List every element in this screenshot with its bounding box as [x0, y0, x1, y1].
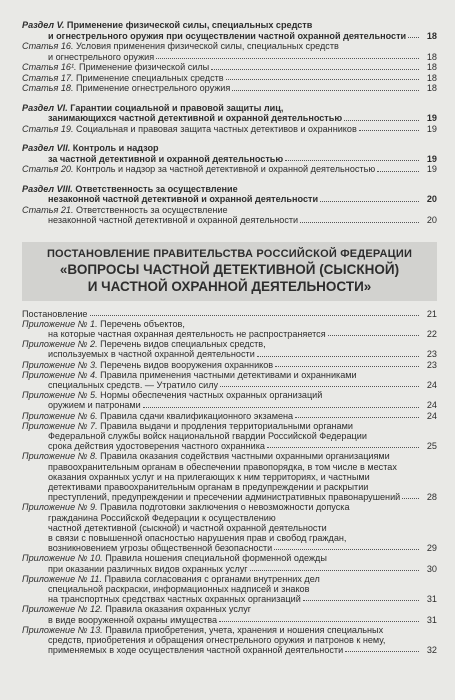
page-number: 24	[426, 379, 437, 390]
appendix-entry	[22, 309, 437, 319]
dot-leader	[143, 407, 419, 408]
article-title: Социальная и правовая защита частных детективов и охранников	[76, 123, 357, 134]
article-label: Статья 18.	[22, 83, 74, 93]
dot-leader	[328, 335, 419, 336]
dot-leader	[257, 356, 419, 357]
appendix-title: Правила оказания содействия частными охранными организациями	[100, 451, 390, 462]
appendix-title: детективами правоохранительным органам в предупреждении и раскрытии	[48, 481, 369, 492]
section-label: Раздел VII.	[22, 143, 71, 153]
section-title: Гарантии социальной и правовой защиты лиц,	[70, 102, 284, 113]
toc-section-6	[22, 103, 437, 124]
appendix-title: Федеральной службы войск национальной гвардии Российской Федерации	[48, 430, 367, 441]
toc-article-20	[22, 164, 437, 175]
section-title: Контроль и надзор	[72, 143, 159, 153]
article-label: Статья 16.	[22, 41, 74, 51]
toc-article-16	[22, 41, 437, 62]
appendix-title: на транспортных средствах частных охранных организаций	[48, 594, 301, 605]
banner-line-2: «ВОПРОСЫ ЧАСТНОЙ ДЕТЕКТИВНОЙ (СЫСКНОЙ)	[59, 261, 400, 277]
article-title-cont: и огнестрельного оружия	[48, 51, 155, 62]
appendix-label: Приложение № 9.	[22, 502, 98, 513]
appendix-label: Приложение № 12.	[22, 604, 103, 615]
appendix-title: срока действия удостоверения частного охранника	[48, 441, 265, 452]
appendix-title: Правила ношения специальной форменной одежды	[105, 553, 327, 564]
section-title-cont: незаконной частной детективной и охранной деятельности	[48, 194, 319, 204]
toc-section-8	[22, 184, 437, 205]
section-title: Ответственность за осуществление	[75, 183, 238, 194]
article-title-cont: незаконной частной детективной и охранной деятельности	[48, 215, 299, 225]
page-number: 19	[426, 164, 437, 174]
article-title: Ответственность за осуществление	[76, 204, 228, 215]
appendix-label: Приложение № 10.	[22, 553, 103, 564]
section-label: Раздел VIII.	[22, 183, 73, 194]
appendix-label: Приложение № 7.	[22, 420, 98, 431]
page-number: 21	[426, 308, 437, 319]
appendix-title: преступлений, предупреждении и пресечении административных правонарушений	[48, 492, 401, 503]
appendix-title: в связи с повышенной опасностью нарушения прав и свобод граждан,	[48, 532, 347, 543]
dot-leader	[250, 570, 419, 571]
toc-section-5	[22, 20, 437, 41]
dot-leader	[267, 447, 419, 448]
section-label: Раздел VI.	[22, 102, 68, 113]
appendix-label: Приложение № 11.	[22, 573, 102, 584]
appendix-title: Правила приобретения, учета, хранения и ношения специальных	[105, 624, 384, 635]
page-number: 22	[426, 328, 437, 339]
appendix-label: Приложение № 4.	[22, 369, 98, 380]
page-number: 32	[426, 645, 437, 656]
section-title-cont: занимающихся частной детективной и охранной деятельностью	[48, 113, 343, 123]
page-number: 25	[426, 441, 437, 452]
appendix-label: Приложение № 3.	[22, 359, 98, 370]
dot-leader	[303, 600, 419, 601]
page-number: 31	[426, 614, 437, 625]
appendix-entry	[22, 421, 437, 452]
section-label: Раздел V.	[22, 20, 65, 30]
page-number: 18	[426, 83, 437, 93]
page-number: 24	[426, 400, 437, 411]
appendix-entry	[22, 339, 437, 359]
page-number: 18	[426, 62, 437, 72]
appendix-title: Правила сдачи квалификационного экзамена	[100, 410, 294, 421]
page-number: 28	[426, 492, 437, 503]
appendix-title: Нормы обеспечения частных охранных организаций	[100, 390, 323, 401]
page-number: 18	[426, 72, 437, 83]
page-number: 18	[426, 51, 437, 62]
article-label: Статья 20.	[22, 164, 74, 174]
article-title: Применение огнестрельного оружия	[76, 83, 231, 93]
appendix-title: применяемых в ходе осуществления частной охранной деятельности	[48, 645, 344, 656]
page-number: 23	[426, 359, 437, 370]
page-number: 19	[426, 153, 437, 164]
appendix-entry	[22, 502, 437, 553]
appendix-title: гражданина Российской Федерации к осуществлению	[48, 512, 276, 523]
dot-leader	[226, 79, 419, 80]
dot-leader	[274, 549, 419, 550]
toc-article-16-1	[22, 62, 437, 73]
appendix-title: при оказании различных видов охранных услуг	[48, 563, 248, 574]
dot-leader	[156, 58, 419, 59]
dot-leader	[285, 160, 419, 161]
appendix-title: правоохранительным органам в обеспечении правопорядка, в том числе в местах	[48, 461, 397, 472]
dot-leader	[211, 69, 419, 70]
appendix-entry	[22, 451, 437, 502]
page-number: 30	[426, 563, 437, 574]
banner-line-3: И ЧАСТНОЙ ОХРАННОЙ ДЕЯТЕЛЬНОСТИ»	[87, 278, 372, 294]
page-number: 20	[426, 194, 437, 204]
article-title: Применение физической силы	[79, 62, 210, 72]
dot-leader	[320, 201, 419, 202]
page-number: 31	[426, 594, 437, 605]
appendix-title: средств, приобретения и обращения огнестрельного оружия и патронов к нему,	[48, 635, 386, 645]
appendix-title: специальных средств. — Утратило силу	[48, 379, 219, 390]
dot-leader	[90, 315, 420, 316]
dot-leader	[295, 417, 419, 418]
dot-leader	[402, 498, 419, 499]
appendix-entry	[22, 319, 437, 339]
article-label: Статья 21.	[22, 204, 74, 215]
appendix-entry	[22, 553, 437, 573]
page-number: 20	[426, 215, 437, 225]
banner-line-1: ПОСТАНОВЛЕНИЕ ПРАВИТЕЛЬСТВА РОССИЙСКОЙ ФЕДЕРАЦИИ	[46, 247, 413, 260]
decree-banner	[22, 242, 437, 301]
appendix-title: Постановление	[22, 308, 88, 319]
toc-article-18	[22, 83, 437, 94]
dot-leader	[345, 651, 419, 652]
dot-leader	[232, 90, 419, 91]
appendix-title: Правила применения частными детективами и охранниками	[100, 369, 357, 380]
appendix-label: Приложение № 13.	[22, 624, 103, 635]
page-number: 23	[426, 349, 437, 360]
dot-leader	[275, 366, 419, 367]
appendix-title: возникновением угрозы общественной безопасности	[48, 543, 273, 554]
appendix-title: оружием и патронами	[48, 400, 141, 411]
appendix-label: Приложение № 5.	[22, 390, 98, 401]
appendix-entry	[22, 360, 437, 370]
page-number: 18	[426, 30, 437, 41]
dot-leader	[359, 130, 419, 131]
appendix-entry	[22, 625, 437, 656]
appendix-label: Приложение № 6.	[22, 410, 98, 421]
appendix-title: используемых в частной охранной деятельности	[48, 349, 255, 360]
appendix-title: на которые частная охранная деятельность не распространяется	[48, 328, 326, 339]
article-title: Условия применения физической силы, специальных средств	[76, 41, 339, 51]
appendix-title: Правила подготовки заключения о невозможности допуска	[100, 502, 350, 513]
article-label: Статья 19.	[22, 123, 74, 134]
toc-article-17	[22, 73, 437, 84]
dot-leader	[219, 621, 419, 622]
article-title: Применение специальных средств	[76, 72, 224, 83]
page-number: 29	[426, 543, 437, 554]
page-number: 19	[426, 123, 437, 134]
page-number: 19	[426, 113, 437, 123]
appendix-entry	[22, 370, 437, 390]
article-label: Статья 17.	[22, 72, 74, 83]
appendix-title: оказания охранных услуг и на прилегающих к ним территориях, и частными	[48, 471, 370, 482]
appendix-label: Приложение № 8.	[22, 451, 98, 462]
dot-leader	[377, 171, 419, 172]
appendix-entry	[22, 390, 437, 410]
appendix-title: Перечень видов вооружения охранников	[100, 359, 274, 370]
appendix-title: специальной раскраски, информационных надписей и знаков	[48, 583, 310, 594]
appendix-title: Правила согласования с органами внутренних дел	[104, 573, 320, 584]
appendix-title: Правила оказания охранных услуг	[105, 604, 252, 615]
appendix-title: Перечень видов специальных средств,	[100, 339, 266, 350]
section-title-cont: за частной детективной и охранной деятельностью	[48, 153, 284, 164]
dot-leader	[300, 222, 419, 223]
appendix-title: Перечень объектов,	[100, 318, 185, 329]
toc-article-21	[22, 205, 437, 226]
section-title-cont: и огнестрельного оружия при осуществлении частной охранной деятельности	[48, 30, 407, 41]
appendix-title: частной детективной (сыскной) и частной охранной деятельности	[48, 522, 327, 533]
page-number: 24	[426, 410, 437, 421]
appendix-title: в виде вооруженной охраны имущества	[48, 614, 218, 625]
toc-section-7	[22, 143, 437, 164]
appendix-entry	[22, 604, 437, 624]
section-title: Применение физической силы, специальных средств	[66, 20, 313, 30]
appendix-list	[22, 309, 437, 656]
appendix-entry	[22, 574, 437, 605]
article-label: Статья 16¹.	[22, 62, 77, 72]
table-of-contents	[22, 20, 437, 226]
appendix-label: Приложение № 2.	[22, 339, 98, 350]
dot-leader	[220, 386, 419, 387]
dot-leader	[344, 120, 419, 121]
appendix-label: Приложение № 1.	[22, 318, 98, 329]
article-title: Контроль и надзор за частной детективной и охранной деятельностью	[76, 164, 376, 174]
appendix-title: Правила выдачи и продления территориальными органами	[100, 420, 353, 431]
appendix-entry	[22, 411, 437, 421]
dot-leader	[408, 37, 419, 38]
toc-article-19	[22, 124, 437, 135]
